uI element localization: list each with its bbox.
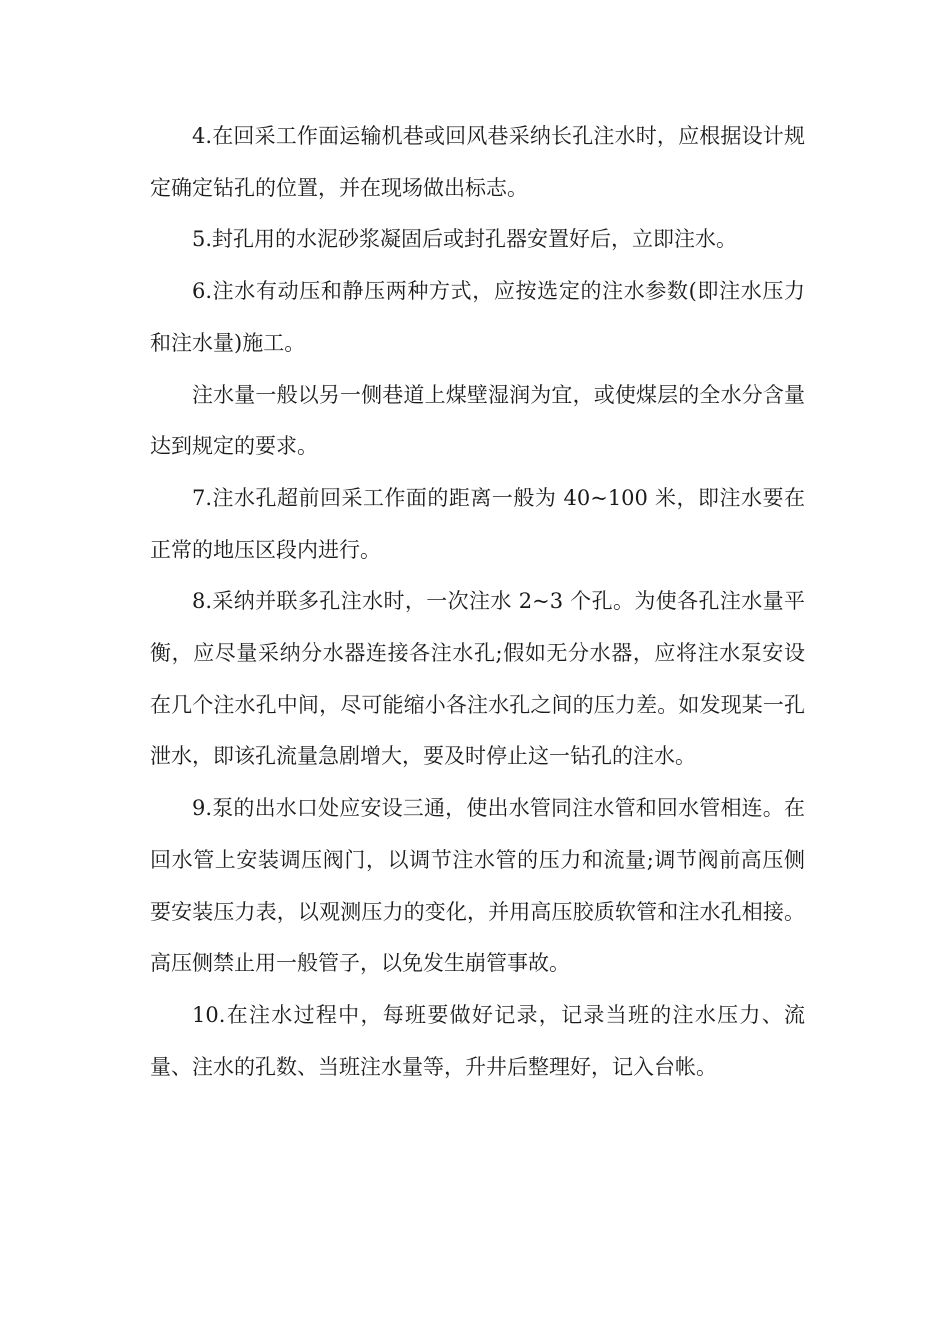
paragraph-item-7: 7.注水孔超前回采工作面的距离一般为 40~100 米，即注水要在正常的地压区段内进行。 bbox=[150, 485, 805, 562]
document-body bbox=[150, 111, 805, 1093]
paragraph-note: 注水量一般以另一侧巷道上煤壁湿润为宜，或使煤层的全水分含量达到规定的要求。 bbox=[150, 382, 805, 459]
paragraph-item-6: 6.注水有动压和静压两种方式，应按选定的注水参数(即注水压力和注水量)施工。 bbox=[150, 279, 805, 355]
paragraph-item-8: 8.采纳并联多孔注水时，一次注水 2~3 个孔。为使各孔注水量平衡，应尽量采纳分水器连接各注水孔;假如无分水器，应将注水泵安设在几个注水孔中间，尽可能缩小各注水孔之间的压力差。如发现某一孔泄水，即该孔流量急剧增大，要及时停止这一钻孔的注水。 bbox=[150, 589, 805, 769]
paragraph-item-9: 9.泵的出水口处应安设三通，使出水管同注水管和回水管相连。在回水管上安装调压阀门，以调节注水管的压力和流量;调节阀前高压侧要安装压力表，以观测压力的变化，并用高压胶质软管和注水孔相接。高压侧禁止用一般管子，以免发生崩管事故。 bbox=[150, 796, 805, 976]
paragraph-item-10: 10.在注水过程中，每班要做好记录，记录当班的注水压力、流量、注水的孔数、当班注水量等，升井后整理好，记入台帐。 bbox=[150, 1002, 805, 1079]
paragraph-item-4: 4.在回采工作面运输机巷或回风巷采纳长孔注水时，应根据设计规定确定钻孔的位置，并在现场做出标志。 bbox=[150, 124, 805, 200]
paragraph-item-5: 5.封孔用的水泥砂浆凝固后或封孔器安置好后，立即注水。 bbox=[192, 227, 738, 252]
